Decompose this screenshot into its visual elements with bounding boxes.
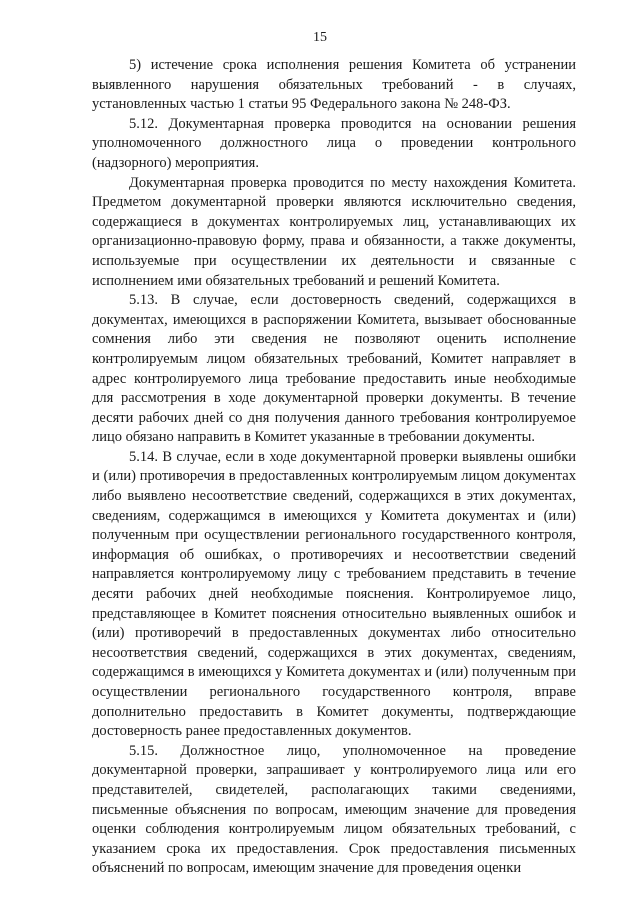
paragraph-5-14: 5.14. В случае, если в ходе документарной проверки выявлены ошибки и (или) противоречия в предоставленных контролируемым лицом документах либо выявлено несоответствие сведений, содержащихся в этих документах, сведениям, содержащимся в имеющихся у Комитета документах и (или) полученным при осуществлении регионального государственного контроля, информация об ошибках, о противоречиях и несоответствии сведений направляется контролируемому лицу с требованием представить в течение десяти рабочих дней необходимые пояснения. Контролируемое лицо, представляющее в Комитет пояснения относительно выявленных ошибок и (или) противоречий в предоставленных документах либо относительно несоответствия сведений, содержащихся в этих документах, сведениям, содержащимся в имеющихся у Комитета документах и (или) полученным при осуществлении регионального государственного контроля, вправе дополнительно предоставить в Комитет документы, подтверждающие достоверность ранее предоставленных документов. bbox=[92, 448, 576, 740]
paragraph-item-5: 5) истечение срока исполнения решения Комитета об устранении выявленного нарушения обязательных требований - в случаях, установленных частью 1 статьи 95 Федерального закона № 248-ФЗ. bbox=[92, 57, 576, 113]
paragraph-documentary-inspection: Документарная проверка проводится по месту нахождения Комитета. Предметом документарной проверки являются исключительно сведения, содержащиеся в документах контролируемых лиц, устанавливающих их организационно-правовую форму, права и обязанности, а также документы, используемые при осуществлении их деятельности и связанные с исполнением ими обязательных требований и решений Комитета. bbox=[92, 174, 576, 289]
document-body bbox=[92, 56, 576, 879]
paragraph-5-15: 5.15. Должностное лицо, уполномоченное на проведение документарной проверки, запрашивает у контролируемого лица или его представителей, свидетелей, располагающих такими сведениями, письменные объяснения по вопросам, имеющим значение для проведения оценки соблюдения контролируемым лицом обязательных требований, с указанием срока их предоставления. Срок предоставления письменных объяснений по вопросам, имеющим значение для проведения оценки bbox=[92, 742, 576, 877]
paragraph-5-13: 5.13. В случае, если достоверность сведений, содержащихся в документах, имеющихся в распоряжении Комитета, вызывает обоснованные сомнения либо эти сведения не позволяют оценить исполнение контролируемым лицом обязательных требований, Комитет направляет в адрес контролируемого лица требование предоставить иные необходимые для рассмотрения в ходе документарной проверки документы. В течение десяти рабочих дней со дня получения данного требования контролируемое лицо обязано направить в Комитет указанные в требовании документы. bbox=[92, 292, 576, 446]
page-number: 15 bbox=[313, 30, 327, 45]
paragraph-5-12: 5.12. Документарная проверка проводится на основании решения уполномоченного должностного лица о проведении контрольного (надзорного) мероприятия. bbox=[92, 115, 576, 171]
